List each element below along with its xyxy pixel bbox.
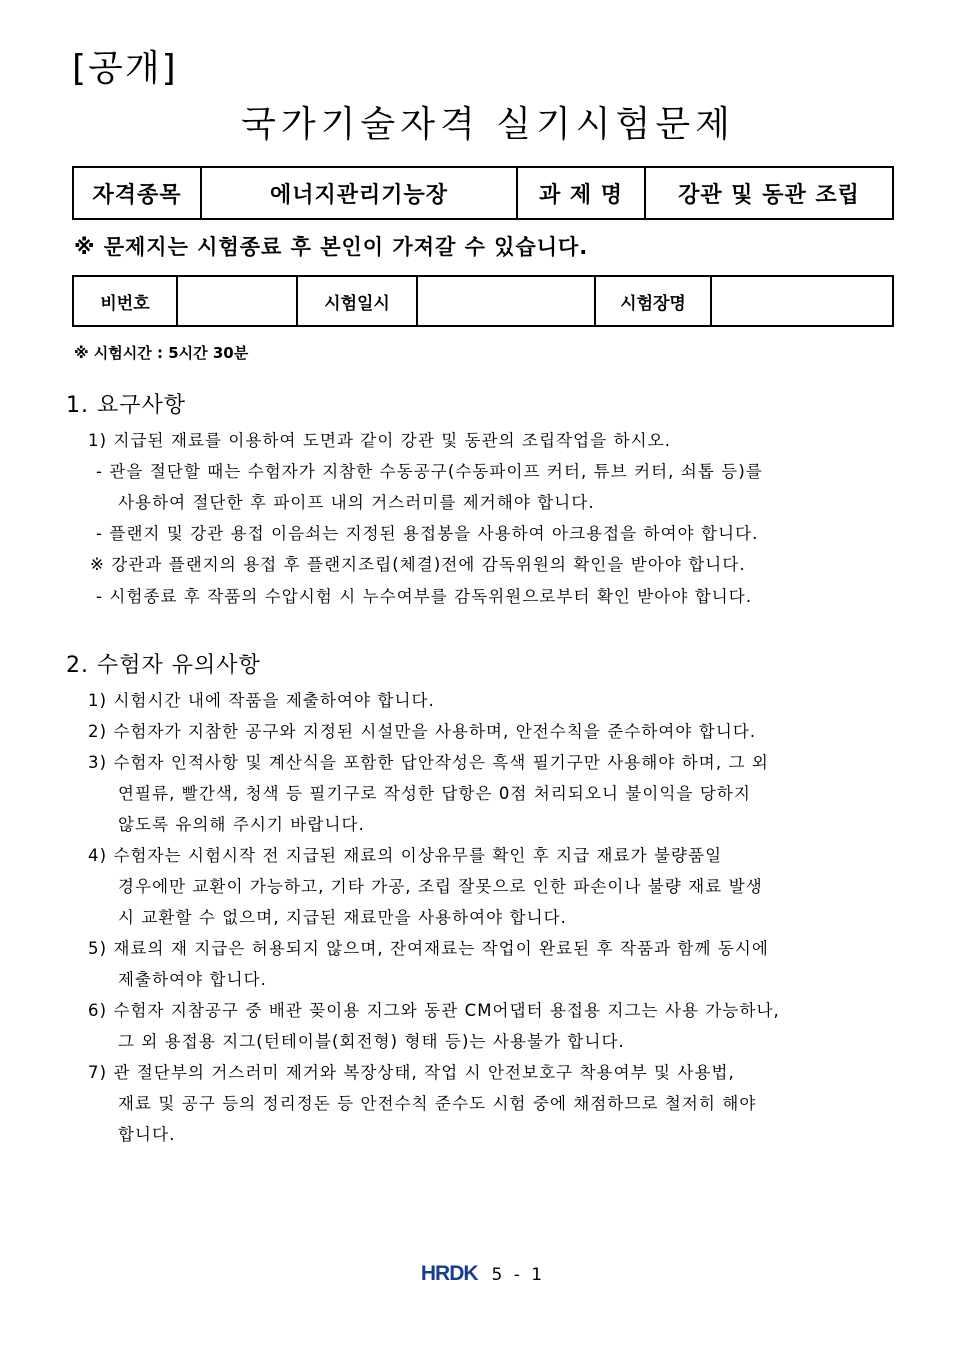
exam-time: ※ 시험시간 : 5시간 30분 bbox=[74, 344, 249, 362]
candidate-id-table bbox=[72, 275, 894, 327]
list-item: 4) 수험자는 시험시작 전 지급된 재료의 이상유무를 확인 후 지급 재료가 불량품일 bbox=[88, 846, 723, 865]
task-value: 강관 및 동관 조립 bbox=[645, 167, 893, 219]
list-item: 연필류, 빨간색, 청색 등 필기구로 작성한 답항은 0점 처리되오니 불이익을 당하지 bbox=[118, 784, 751, 803]
place-label: 시험장명 bbox=[595, 276, 711, 326]
list-item: 6) 수험자 지참공구 중 배관 꽂이용 지그와 동관 CM어댑터 용접용 지그는 사용 가능하나, bbox=[88, 1001, 780, 1020]
list-item: 7) 관 절단부의 거스러미 제거와 복장상태, 작업 시 안전보호구 착용여부 및 사용법, bbox=[88, 1063, 735, 1082]
list-item: 합니다. bbox=[118, 1125, 176, 1144]
list-item: - 플랜지 및 강관 용접 이음쇠는 지정된 용접봉을 사용하여 아크용접을 하여야 합니다. bbox=[96, 524, 759, 543]
list-item: 1) 지급된 재료를 이용하여 도면과 같이 강관 및 동관의 조립작업을 하시오. bbox=[88, 431, 672, 450]
exam-info-table bbox=[72, 166, 894, 220]
hrdk-logo: HRDK bbox=[420, 1262, 478, 1285]
list-item: - 시험종료 후 작품의 수압시험 시 누수여부를 감독위원으로부터 확인 받아야 합니다. bbox=[96, 587, 753, 606]
public-tag: [공개] bbox=[72, 48, 178, 89]
exam-type-label: 자격종목 bbox=[73, 167, 201, 219]
page-title: 국가기술자격 실기시험문제 bbox=[241, 104, 735, 145]
section-notes-title: 2. 수험자 유의사항 bbox=[66, 653, 261, 678]
list-item: 제출하여야 합니다. bbox=[118, 970, 268, 989]
list-item: 2) 수험자가 지참한 공구와 지정된 시설만을 사용하며, 안전수칙을 준수하여야 합니다. bbox=[88, 722, 757, 741]
list-item: 3) 수험자 인적사항 및 계산식을 포함한 답안작성은 흑색 필기구만 사용해야 하며, 그 외 bbox=[88, 753, 769, 772]
list-item: 않도록 유의해 주시기 바랍니다. bbox=[118, 815, 365, 834]
take-home-notice: ※ 문제지는 시험종료 후 본인이 가져갈 수 있습니다. bbox=[74, 235, 589, 259]
list-item: 그 외 용접용 지그(턴테이블(회전형) 형태 등)는 사용불가 합니다. bbox=[118, 1032, 625, 1051]
exam-type-value: 에너지관리기능장 bbox=[201, 167, 517, 219]
list-item: 사용하여 절단한 후 파이프 내의 거스러미를 제거해야 합니다. bbox=[118, 493, 595, 512]
list-item: - 관을 절단할 때는 수험자가 지참한 수동공구(수동파이프 커터, 튜브 커터, 쇠톱 등)를 bbox=[96, 462, 763, 481]
page-number: 5 - 1 bbox=[491, 1265, 546, 1285]
list-item: 1) 시험시간 내에 작품을 제출하여야 합니다. bbox=[88, 691, 435, 710]
page-footer bbox=[0, 1262, 966, 1286]
list-item: 경우에만 교환이 가능하고, 기타 가공, 조립 잘못으로 인한 파손이나 불량 재료 발생 bbox=[118, 877, 763, 896]
section-requirements-title: 1. 요구사항 bbox=[66, 393, 186, 418]
list-item: 5) 재료의 재 지급은 허용되지 않으며, 잔여재료는 작업이 완료된 후 작품과 함께 동시에 bbox=[88, 939, 769, 958]
list-item: ※ 강관과 플랜지의 용접 후 플랜지조립(체결)전에 감독위원의 확인을 받아야 합니다. bbox=[90, 555, 746, 574]
number-label: 비번호 bbox=[73, 276, 177, 326]
list-item: 시 교환할 수 없으며, 지급된 재료만을 사용하여야 합니다. bbox=[118, 908, 568, 927]
task-label: 과 제 명 bbox=[517, 167, 645, 219]
place-field[interactable] bbox=[711, 276, 893, 326]
number-field[interactable] bbox=[177, 276, 297, 326]
list-item: 재료 및 공구 등의 정리정돈 등 안전수칙 준수도 시험 중에 채점하므로 철저히 해야 bbox=[118, 1094, 757, 1113]
date-label: 시험일시 bbox=[297, 276, 417, 326]
date-field[interactable] bbox=[417, 276, 595, 326]
